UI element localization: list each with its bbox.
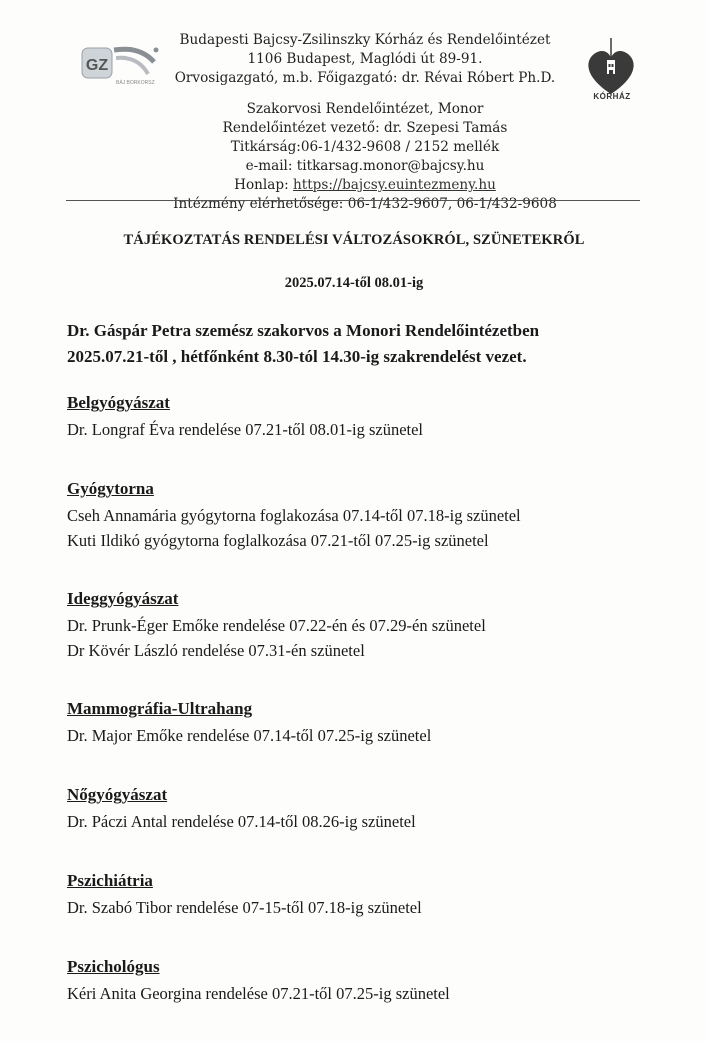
header-line: 1106 Budapest, Maglódi út 89-91. xyxy=(247,51,483,67)
contact-line: Intézmény elérhetősége: 06-1/432-9607, 06-1/432-9608 xyxy=(173,196,557,212)
section-gyogytorna xyxy=(67,477,667,587)
section-item: Dr. Longraf Éva rendelése 07.21-től 08.01-ig szünetel xyxy=(67,420,424,439)
notice-line: 2025.07.21-től , hétfőnként 8.30-tól 14.30-ig szakrendelést vezet. xyxy=(67,347,527,366)
homepage-link[interactable]: https://bajcsy.euintezmeny.hu xyxy=(292,177,496,193)
section-heading: Nőgyógyászat xyxy=(67,785,168,804)
notice-paragraph xyxy=(67,318,647,370)
svg-text:GZ: GZ xyxy=(85,57,109,74)
header-divider xyxy=(66,200,640,201)
date-range: 2025.07.14-től 08.01-ig xyxy=(284,275,424,291)
section-heading: Pszichológus xyxy=(67,957,160,976)
homepage-line xyxy=(165,176,565,195)
department-list xyxy=(67,391,667,1041)
svg-text:BÁJ BORKORSZ: BÁJ BORKORSZ xyxy=(116,80,155,86)
header-line: Rendelőintézet vezető: dr. Szepesi Tamás xyxy=(222,120,508,136)
letterhead xyxy=(165,31,565,214)
section-belgyogyaszat xyxy=(67,391,667,477)
section-item: Dr. Páczi Antal rendelése 07.14-től 08.26-ig szünetel xyxy=(67,812,416,831)
header-line: Orvosigazgató, m.b. Főigazgató: dr. Révai Róbert Ph.D. xyxy=(174,70,556,86)
section-heading: Belgyógyászat xyxy=(67,393,170,412)
notice-line: Dr. Gáspár Petra szemész szakorvos a Monori Rendelőintézetben xyxy=(67,321,540,340)
section-heading: Gyógytorna xyxy=(67,479,154,498)
header-line: Budapesti Bajcsy-Zsilinszky Kórház és Rendelőintézet xyxy=(179,32,551,48)
header-line: Szakorvosi Rendelőintézet, Monor xyxy=(246,101,484,117)
section-heading: Ideggyógyászat xyxy=(67,589,179,608)
section-item: Cseh Annamária gyógytorna foglakozása 07.14-től 07.18-ig szünetel xyxy=(67,506,521,525)
section-item: Dr. Major Emőke rendelése 07.14-től 07.25-ig szünetel xyxy=(67,726,432,745)
homepage-label: Honlap: xyxy=(234,177,289,193)
section-ideggyogyaszat xyxy=(67,587,667,697)
section-item: Kéri Anita Georgina rendelése 07.21-től 07.25-ig szünetel xyxy=(67,984,450,1003)
section-item: Dr. Prunk-Éger Emőke rendelése 07.22-én és 07.29-én szünetel xyxy=(67,616,486,635)
section-heading: Pszichiátria xyxy=(67,871,153,890)
section-mammografia xyxy=(67,697,667,783)
section-item: Kuti Ildikó gyógytorna foglalkozása 07.21-től 07.25-ig szünetel xyxy=(67,531,489,550)
gz-logo-icon xyxy=(80,40,162,86)
header-line: Titkárság:06-1/432-9608 / 2152 mellék xyxy=(230,139,500,155)
section-item: Dr Kövér László rendelése 07.31-én szünetel xyxy=(67,641,365,660)
section-item: Dr. Szabó Tibor rendelése 07-15-től 07.18-ig szünetel xyxy=(67,898,422,917)
section-pszichiatria xyxy=(67,869,667,955)
section-pszichologus xyxy=(67,955,667,1041)
section-nogyogyaszat xyxy=(67,783,667,869)
email-line: e-mail: titkarsag.monor@bajcsy.hu xyxy=(245,158,485,174)
logo-label: KÓRHÁZ xyxy=(593,92,631,101)
document-title: TÁJÉKOZTATÁS RENDELÉSI VÁLTOZÁSOKRÓL, SZÜNETEKRŐL xyxy=(123,232,585,248)
section-heading: Mammográfia-Ultrahang xyxy=(67,699,253,718)
